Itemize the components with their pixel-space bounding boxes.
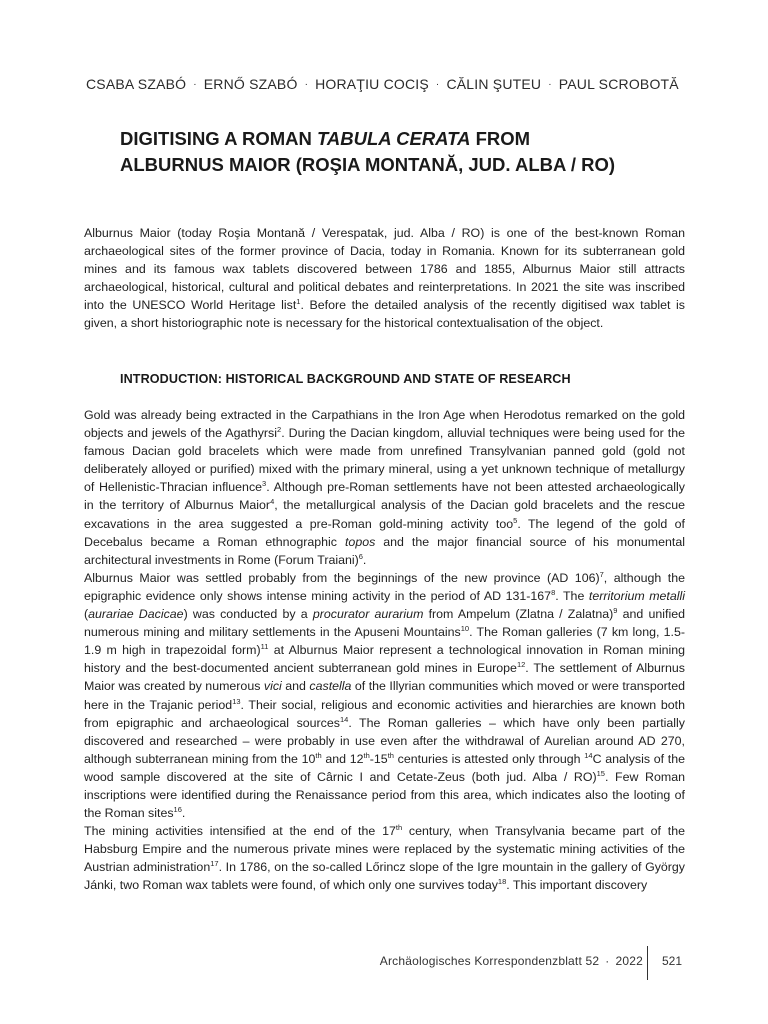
footer-separator: · <box>605 954 610 968</box>
footnote-ref[interactable]: 10 <box>460 624 470 634</box>
footnote-ref[interactable]: 7 <box>599 569 604 579</box>
footnote-ref[interactable]: 15 <box>596 768 605 778</box>
body-paragraph: Gold was already being extracted in the Carpathians in the Iron Age when Herodotus remarked on the gold objects and jewels of the Agathyrsi$^2$. During the Dacian kingdom, alluvial techniques were being used for the famous Dacian gold bracelets which were made from unrefined Transylvanian panned gold (gold not deliberately alloyed or purified) mixed with the primary mineral, using a yet unknown technique of metallurgy of Hellenistic-Thracian influence$^3$. Although pre-Roman settlements have not been attested archaeologically in the territory of Alburnus Maior$^4$, the metallurgical analysis of the Dacian gold bracelets and the rescue excavations in the area suggested a pre-Roman gold-mining activity too$^5$. The legend of the gold of Decebalus became a Roman ethnographic topos and the major financial source of his monumental architectural investments in Rome (Forum Traiani)$^6$. <box>84 408 685 567</box>
author-separator: · <box>193 79 197 90</box>
title-text: DIGITISING A ROMAN <box>120 128 317 149</box>
footnote-ref[interactable]: 8 <box>551 587 556 597</box>
author-name: CSABA SZABÓ <box>86 76 187 92</box>
journal-name: Archäologisches Korrespondenzblatt 52 <box>379 954 600 968</box>
title-text: FROM <box>470 128 531 149</box>
author-name: PAUL SCROBOTĂ <box>558 76 679 92</box>
footnote-ref[interactable]: 13 <box>232 696 241 706</box>
footnote-ref[interactable]: 9 <box>613 606 618 616</box>
title-italic-text: TABULA CERATA <box>317 128 471 149</box>
body-paragraph: Alburnus Maior was settled probably from the beginnings of the new province (AD 106)$^7$, although the epigraphic evidence only shows intense mining activity in the period of AD $131-167^8$. The territorium metalli (aurariae Dacicae) was conducted by a procurator aurarium from Ampelum (Zlatna / Zalatna)$^9$ and unified numerous mining and military settlements in the Apuseni Mountains$^{10}$. The Roman galleries (7 km long, 1.5-1.9 m high in trapezoidal form)$^{11}$ at Alburnus Maior represent a technological innovation in Roman mining history and the best-documented ancient subterranean gold mines in Europe$^{12}$. The settlement of Alburnus Maior was created by numerous vici and castella of the Illyrian communities which moved or were transported here in the Trajanic period$^{13}$. Their social, religious and economic activities and hierarchies are known both from epigraphic and archaeological sources$^{14}$. The Roman galleries – which have only been partially discovered and researched – were probably in use even after the withdrawal of Aurelian around AD 270, although subterranean mining from the 10th and 12th-15th centuries is attested only through $^{14}$C analysis of the wood sample discovered at the site of Cârnic I and Cetate-Zeus (both jud. Alba / RO)$^{15}$. Few Roman inscriptions were identified during the Renaissance period from this area, which indicates also the looting of the Roman sites$^{16}$. <box>84 569 686 821</box>
footnote-ref[interactable]: 1 <box>296 297 301 307</box>
author-separator: · <box>435 79 440 90</box>
footnote-ref[interactable]: 5 <box>513 515 518 525</box>
footnote-ref[interactable]: 12 <box>516 660 526 670</box>
body-text <box>84 406 685 895</box>
author-separator: · <box>548 79 552 90</box>
page-number: 521 <box>662 954 683 968</box>
footnote-ref[interactable]: 11 <box>260 642 269 652</box>
author-name: CĂLIN ŞUTEU <box>446 76 542 92</box>
body-paragraph: The mining activities intensified at the end of the 17th century, when Transylvania became part of the Habsburg Empire and the numerous private mines were replaced by the systematic mining activities of the Austrian administration$^{17}$. In 1786, on the so-called Lőrincz slope of the Igre mountain in the gallery of György Jánki, two Roman wax tablets were found, of which only one survives today$^{18}$. This important discovery <box>84 823 686 893</box>
footnote-ref[interactable]: 3 <box>262 479 267 489</box>
journal-year: 2022 <box>615 954 643 968</box>
footnote-ref[interactable]: 14 <box>339 714 349 724</box>
footnote-ref[interactable]: 18 <box>497 877 507 887</box>
footnote-ref[interactable]: 16 <box>173 805 182 815</box>
author-list <box>86 76 686 92</box>
author-name: ERNŐ SZABÓ <box>203 76 298 92</box>
footnote-ref[interactable]: 17 <box>210 859 219 869</box>
footnote-ref[interactable]: 4 <box>270 497 275 507</box>
section-heading: INTRODUCTION: HISTORICAL BACKGROUND AND STATE OF RESEARCH <box>120 372 571 386</box>
footnote-ref[interactable]: 2 <box>277 425 282 435</box>
article-title <box>120 126 680 178</box>
author-name: HORAŢIU COCIŞ <box>315 76 429 92</box>
author-separator: · <box>304 79 309 90</box>
footnote-ref[interactable]: 6 <box>358 551 363 561</box>
intro-paragraph: Alburnus Maior (today Roşia Montană / Verespatak, jud. Alba / RO) is one of the best-known Roman archaeological sites of the former province of Dacia, today in Romania. Known for its subterranean gold mines and its famous wax tablets discovered between 1786 and 1855, Alburnus Maior still attracts archaeological, historical, cultural and political debates and reinterpretations. In 2021 the site was inscribed into the UNESCO World Heritage list$^1$. Before the detailed analysis of the recently digitised wax tablet is given, a short historiographic note is necessary for the historical contextualisation of the object. <box>84 226 685 331</box>
footer-divider <box>647 946 648 980</box>
title-text: ALBURNUS MAIOR (ROŞIA MONTANĂ, JUD. ALBA / RO) <box>120 154 616 175</box>
running-footer <box>380 954 643 968</box>
